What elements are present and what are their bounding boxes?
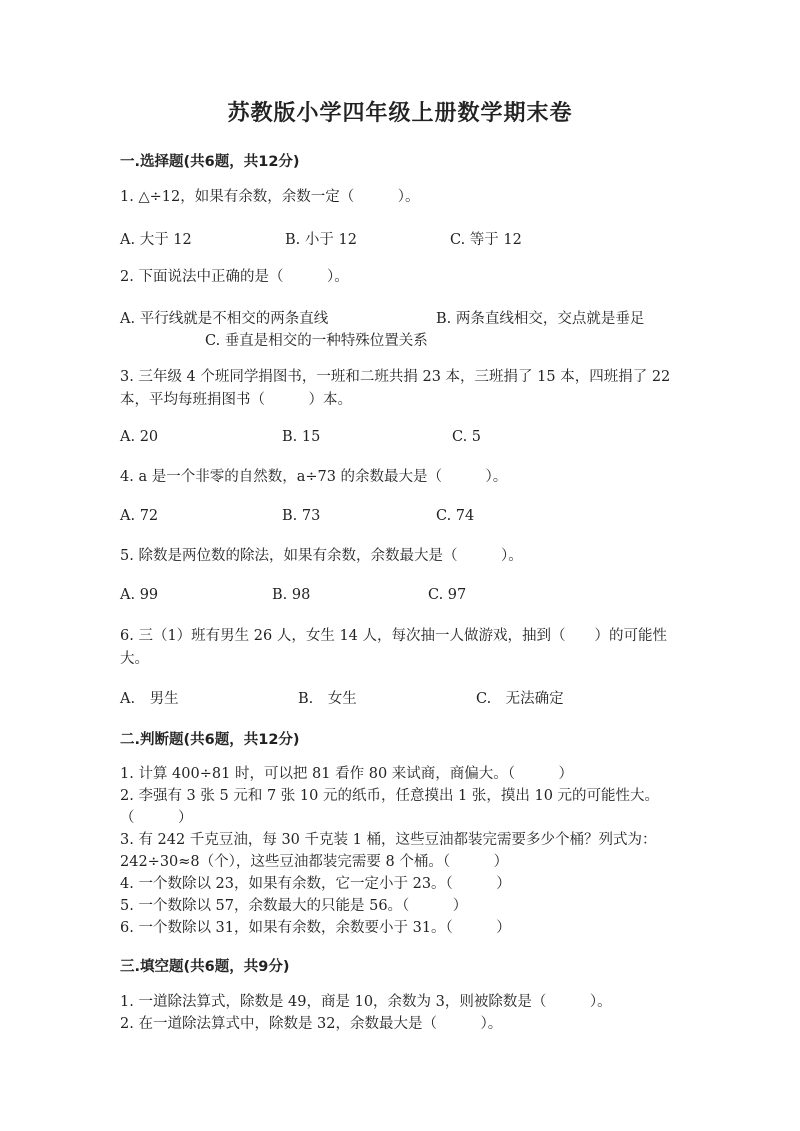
option: B. 73: [282, 508, 321, 524]
option: C. 无法确定: [476, 691, 564, 707]
option: A. 99: [120, 587, 159, 603]
option: B. 小于 12: [285, 232, 357, 248]
option: C. 97: [428, 587, 467, 603]
page-title: 苏教版小学四年级上册数学期末卷: [227, 100, 573, 126]
option: A. 72: [120, 508, 159, 524]
option: B. 15: [282, 429, 321, 445]
question-stem: 6. 三（1）班有男生 26 人，女生 14 人，每次抽一人做游戏，抽到（ ）的可能性大。: [120, 628, 668, 667]
question-stem: 2. 下面说法中正确的是（ ）。: [120, 269, 349, 285]
question-stem: 1. △÷12，如果有余数，余数一定（ ）。: [120, 189, 420, 205]
judge-item: 3. 有 242 千克豆油，每 30 千克装 1 桶，这些豆油都装完需要多少个桶？列式为：242÷30≈8（个），这些豆油都装完需要 8 个桶。（ ）: [120, 832, 657, 870]
option: B. 两条直线相交，交点就是垂足: [436, 311, 645, 327]
judge-item: 6. 一个数除以 31，如果有余数，余数要小于 31。（ ）: [120, 920, 511, 936]
option: A. 男生: [120, 691, 179, 707]
judge-item: 5. 一个数除以 57，余数最大的只能是 56。（ ）: [120, 898, 468, 914]
fill-item: 1. 一道除法算式，除数是 49，商是 10，余数为 3，则被除数是（ ）。: [120, 994, 612, 1010]
judge-item: 2. 李强有 3 张 5 元和 7 张 10 元的纸币，任意摸出 1 张，摸出 10 元的可能性大。 （ ）: [120, 788, 681, 826]
question-stem: 4. a 是一个非零的自然数，a÷73 的余数最大是（ ）。: [120, 469, 508, 485]
option: C. 5: [452, 429, 482, 445]
judge-item: 4. 一个数除以 23，如果有余数，它一定小于 23。（ ）: [120, 876, 511, 892]
section-heading-fill: 三.填空题(共6题，共9分): [120, 959, 290, 975]
question-stem: 3. 三年级 4 个班同学捐图书，一班和二班共捐 23 本，三班捐了 15 本，四班捐了 22 本，平均每班捐图书（ ）本。: [120, 369, 671, 408]
judge-item: 1. 计算 400÷81 时，可以把 81 看作 80 来试商，商偏大。（ ）: [120, 766, 574, 782]
section-heading-choice: 一.选择题(共6题，共12分): [120, 154, 300, 170]
option: C. 74: [436, 508, 475, 524]
option: B. 女生: [298, 691, 357, 707]
option: A. 大于 12: [120, 232, 192, 248]
section-heading-judge: 二.判断题(共6题，共12分): [120, 732, 300, 748]
fill-item: 2. 在一道除法算式中，除数是 32，余数最大是（ ）。: [120, 1016, 503, 1032]
option: B. 98: [272, 587, 311, 603]
option: A. 20: [120, 429, 159, 445]
option: A. 平行线就是不相交的两条直线: [120, 311, 329, 327]
option: C. 等于 12: [450, 232, 522, 248]
question-stem: 5. 除数是两位数的除法，如果有余数，余数最大是（ ）。: [120, 548, 523, 564]
option: C. 垂直是相交的一种特殊位置关系: [205, 333, 428, 349]
